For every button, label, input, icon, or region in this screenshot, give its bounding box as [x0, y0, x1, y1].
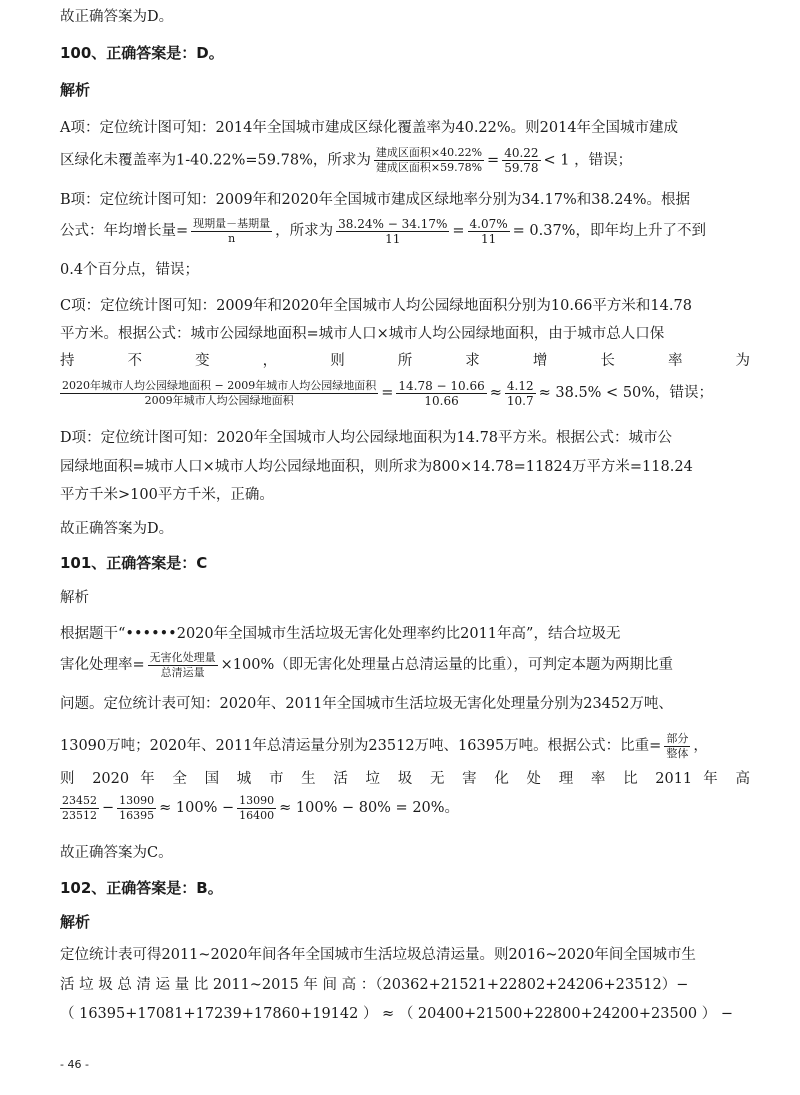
fraction: $\frac{4.07\%}{11}$ [469, 216, 508, 246]
q101-formula-line: $\frac{23452}{23512}$ − $\frac{13090}{16395}$ ≈ 100% − $\frac{13090}{16400}$ ≈ 100% − 80% = 20%。 [62, 793, 460, 822]
answer-heading-102: 102、正确答案是：B。 [60, 879, 223, 897]
option-d-line-2: 园绿地面积=城市人口×城市人均公园绿地面积，则所求为800×14.78=11824万平方米=118.24 [60, 459, 693, 475]
q101-line-1: 根据题干“••••••2020年全国城市生活垃圾无害化处理率约比2011年高”，结合垃圾无 [60, 626, 621, 642]
fraction: $\frac{13090}{16400}$ [239, 793, 275, 822]
analysis-label: 解析 [60, 81, 91, 99]
q101-line-5: 则 2020 年 全 国 城 市 生 活 垃 圾 无 害 化 处 理 率 比 2011 年 高 [60, 771, 750, 787]
fraction: $\frac{\text{2020年城市人均公园绿地面积 − 2009年城市人均公园绿地面积}}{\text{2009年城市人均公园绿地面积}}$ [62, 378, 377, 407]
fraction: $\frac{38.24\% - 34.17\%}{11}$ [338, 216, 448, 246]
answer-heading-100: 100、正确答案是：D。 [60, 44, 224, 62]
option-a-line-1: A项：定位统计图可知：2014年全国城市建成区绿化覆盖率为40.22%。则2014年全国城市建成 [60, 120, 679, 136]
analysis-label: 解析 [60, 913, 91, 931]
fraction: $\frac{\text{现期量－基期量}}{n}$ [193, 216, 271, 245]
page-number: - 46 - [60, 1058, 89, 1071]
option-d-line-3: 平方千米>100平方千米，正确。 [60, 487, 274, 503]
conclusion-line: 故正确答案为D。 [60, 521, 174, 537]
q101-line-2: 害化处理率= $\frac{\text{无害化处理量}}{\text{总清运量}}$ ×100%（即无害化处理量占总清运量的比重），可判定本题为两期比重 [60, 650, 674, 679]
option-a-text: 区绿化未覆盖率为1-40.22%=59.78%，所求为 [60, 152, 371, 169]
option-c-line-2: 平方米。根据公式：城市公园绿地面积=城市人口×城市人均公园绿地面积，由于城市总人口保 [60, 326, 665, 342]
q102-line-2: 活 垃 圾 总 清 运 量 比 2011~2015 年 间 高 ：（20362+21521+22802+24206+23512）− [60, 977, 689, 993]
q102-line-3: （ 16395+17081+17239+17860+19142 ） ≈ （ 20400+21500+22800+24200+23500 ） − [60, 1006, 734, 1022]
option-c-line-1: C项：定位统计图可知：2009年和2020年全国城市人均公园绿地面积分别为10.66平方米和14.78 [60, 298, 692, 314]
fraction: $\frac{40.22}{59.78}$ [504, 146, 539, 175]
answer-heading-101: 101、正确答案是：C [60, 554, 208, 572]
q101-line-3: 问题。定位统计表可知：2020年、2011年全国城市生活垃圾无害化处理量分别为23452万吨、 [60, 696, 673, 712]
option-c-line-3: 持 不 变 ， 则 所 求 增 长 率 为 [60, 353, 750, 369]
fraction: $\frac{23452}{23512}$ [62, 793, 97, 822]
fraction: $\frac{14.78 - 10.66}{10.66}$ [398, 378, 485, 408]
option-a-line-2: 区绿化未覆盖率为1-40.22%=59.78%，所求为 $\frac{\text{建成区面积×40.22\%}}{\text{建成区面积×59.78\%}}$ = $\frac{40.22}{59.78}$ < 1 ，错误； [60, 146, 633, 175]
conclusion-line: 故正确答案为C。 [60, 845, 173, 861]
fraction: $\frac{\text{无害化处理量}}{\text{总清运量}}$ [149, 650, 216, 679]
option-c-line-4: $\frac{\text{2020年城市人均公园绿地面积 − 2009年城市人均公园绿地面积}}{\text{2009年城市人均公园绿地面积}}$ = $\frac{14.78 - 10.66}{10.66}$ ≈ $\frac{4.12}{10.7}$ ≈ 38.5% < 50%，错误； [62, 378, 714, 408]
option-d-line-1: D项：定位统计图可知：2020年全国城市人均公园绿地面积为14.78平方米。根据公式：城市公 [60, 430, 673, 446]
fraction: $\frac{\text{部分}}{\text{整体}}$ [666, 731, 689, 760]
option-b-line-1: B项：定位统计图可知：2009年和2020年全国城市建成区绿地率分别为34.17%和38.24%。根据 [60, 192, 691, 208]
fraction: $\frac{13090}{16395}$ [119, 793, 155, 822]
conclusion-line: 故正确答案为D。 [60, 9, 174, 25]
q101-line-4: 13090万吨；2020年、2011年总清运量分别为23512万吨、16395万吨。根据公式：比重= $\frac{\text{部分}}{\text{整体}}$ ， [60, 731, 708, 760]
fraction: $\frac{\text{建成区面积×40.22\%}}{\text{建成区面积×59.78\%}}$ [375, 146, 483, 174]
fraction: $\frac{4.12}{10.7}$ [506, 378, 534, 408]
analysis-label: 解析 [60, 590, 89, 606]
q102-line-1: 定位统计表可得2011~2020年间各年全国城市生活垃圾总清运量。则2016~2020年间全国城市生 [60, 947, 696, 963]
option-b-line-3: 0.4个百分点，错误； [60, 262, 200, 278]
option-b-line-2: 公式：年均增长量= $\frac{\text{现期量－基期量}}{n}$ ，所求为 $\frac{38.24\% - 34.17\%}{11}$ = $\frac{4.07\%}{11}$ = 0.37%，即年均上升了不到 [60, 216, 706, 246]
